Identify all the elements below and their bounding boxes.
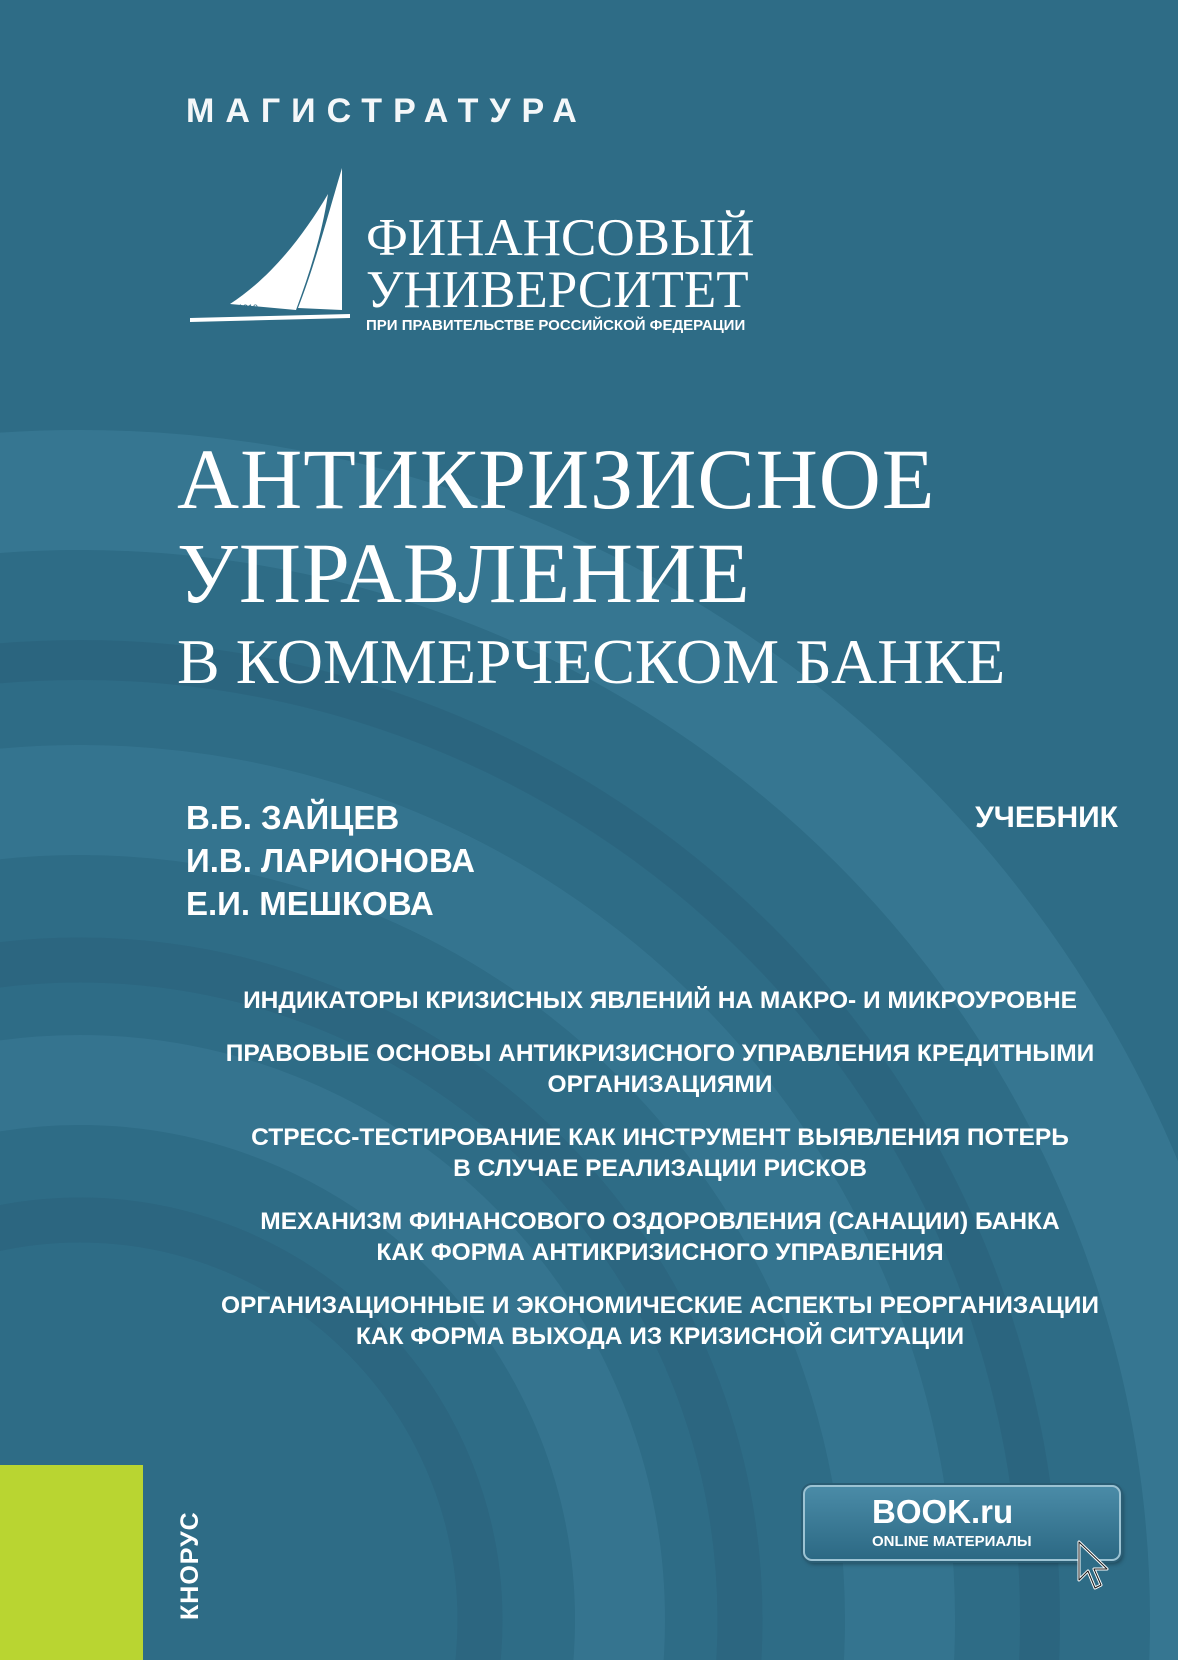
logo-year: 1919 — [238, 303, 259, 313]
university-logo — [190, 168, 755, 338]
topic-line: ПРАВОВЫЕ ОСНОВЫ АНТИКРИЗИСНОГО УПРАВЛЕНИЯ КРЕДИТНЫМИ — [225, 1040, 1095, 1067]
book-title — [177, 432, 1137, 700]
topic-line: ОРГАНИЗАЦИЯМИ — [547, 1071, 773, 1098]
topic-line: МЕХАНИЗМ ФИНАНСОВОГО ОЗДОРОВЛЕНИЯ (САНАЦИИ) БАНКА — [260, 1208, 1060, 1235]
author: И.В. ЛАРИОНОВА — [186, 842, 475, 879]
bookru-badge[interactable] — [803, 1485, 1121, 1561]
topic-item — [180, 1038, 1140, 1100]
sail-logo-icon — [190, 168, 360, 328]
topic-item — [180, 1206, 1140, 1268]
authors-list — [186, 796, 475, 925]
logo-line-1: ФИНАНСОВЫЙ — [366, 209, 755, 267]
title-line-1: АНТИКРИЗИСНОЕ — [177, 431, 936, 527]
mouse-cursor-icon — [1076, 1540, 1112, 1594]
topic-item — [180, 1122, 1140, 1184]
yellow-accent-block — [0, 1465, 143, 1660]
topic-line: ИНДИКАТОРЫ КРИЗИСНЫХ ЯВЛЕНИЙ НА МАКРО- И МИКРОУРОВНЕ — [243, 987, 1077, 1014]
bookru-label: BOOK.ru — [872, 1493, 1014, 1530]
author: Е.И. МЕШКОВА — [186, 885, 434, 922]
title-line-3: В КОММЕРЧЕСКОМ БАНКЕ — [177, 626, 1006, 697]
topic-line: КАК ФОРМА АНТИКРИЗИСНОГО УПРАВЛЕНИЯ — [376, 1239, 944, 1266]
topic-item — [180, 985, 1140, 1016]
bookru-sub: ONLINE МАТЕРИАЛЫ — [872, 1533, 1032, 1550]
topics-list — [180, 985, 1140, 1374]
book-kind: УЧЕБНИК — [975, 801, 1118, 834]
series-label: МАГИСТРАТУРА — [186, 92, 588, 130]
topic-line: В СЛУЧАЕ РЕАЛИЗАЦИИ РИСКОВ — [453, 1155, 867, 1182]
title-line-2: УПРАВЛЕНИЕ — [177, 525, 751, 621]
topic-item — [180, 1290, 1140, 1352]
topic-line: ОРГАНИЗАЦИОННЫЕ И ЭКОНОМИЧЕСКИЕ АСПЕКТЫ РЕОРГАНИЗАЦИИ — [220, 1292, 1100, 1319]
topic-line: КАК ФОРМА ВЫХОДА ИЗ КРИЗИСНОЙ СИТУАЦИИ — [355, 1323, 965, 1350]
logo-line-3: ПРИ ПРАВИТЕЛЬСТВЕ РОССИЙСКОЙ ФЕДЕРАЦИИ — [366, 317, 746, 334]
logo-line-2: УНИВЕРСИТЕТ — [366, 261, 749, 319]
publisher-name: КНОРУС — [176, 1511, 204, 1620]
author: В.Б. ЗАЙЦЕВ — [186, 799, 400, 836]
topic-line: СТРЕСС-ТЕСТИРОВАНИЕ КАК ИНСТРУМЕНТ ВЫЯВЛЕНИЯ ПОТЕРЬ — [251, 1124, 1069, 1151]
